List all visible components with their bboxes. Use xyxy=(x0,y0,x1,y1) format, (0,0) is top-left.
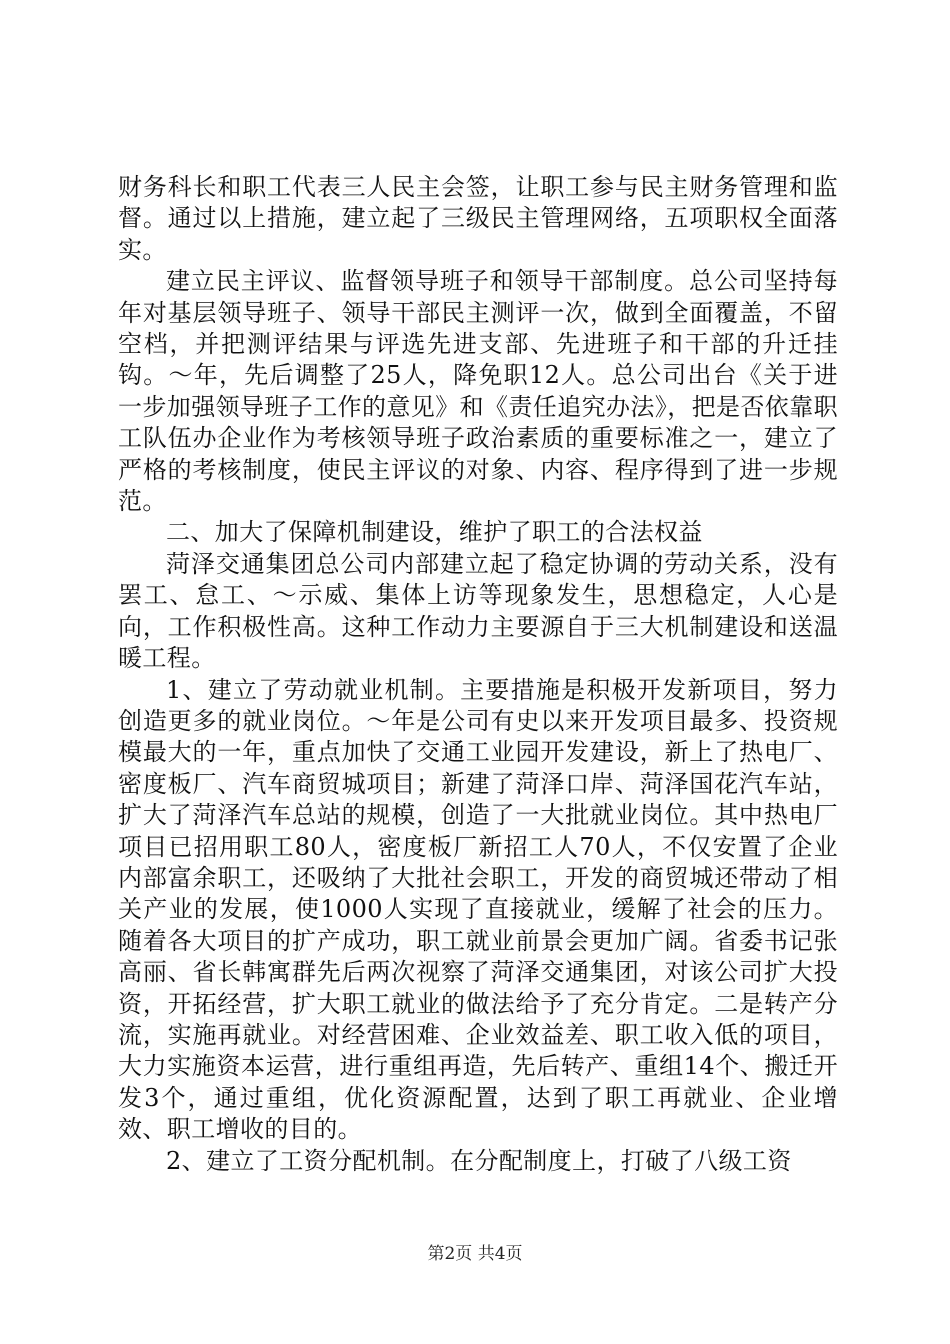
paragraph: 1、建立了劳动就业机制。主要措施是积极开发新项目，努力创造更多的就业岗位。～年是公司有史以来开发项目最多、投资规模最大的一年，重点加快了交通工业园开发建设，新上了热电厂、密度板厂、汽车商贸城项目；新建了菏泽口岸、菏泽国花汽车站，扩大了菏泽汽车总站的规模，创造了一大批就业岗位。其中热电厂项目已招用职工80人，密度板厂新招工人70人，不仅安置了企业内部富余职工，还吸纳了大批社会职工，开发的商贸城还带动了相关产业的发展，使1000人实现了直接就业，缓解了社会的压力。随着各大项目的扩产成功，职工就业前景会更加广阔。省委书记张高丽、省长韩寓群先后两次视察了菏泽交通集团，对该公司扩大投资，开拓经营，扩大职工就业的做法给予了充分肯定。二是转产分流，实施再就业。对经营困难、企业效益差、职工收入低的项目，大力实施资本运营，进行重组再造，先后转产、重组14个、搬迁开发3个，通过重组，优化资源配置，达到了职工再就业、企业增效、职工增收的目的。 xyxy=(118,675,838,1144)
paragraph: 财务科长和职工代表三人民主会签，让职工参与民主财务管理和监督。通过以上措施，建立起了三级民主管理网络，五项职权全面落实。 xyxy=(118,173,838,264)
page-number-footer: 第2页 共4页 xyxy=(427,1244,523,1264)
document-body xyxy=(118,172,838,1177)
paragraph: 建立民主评议、监督领导班子和领导干部制度。总公司坚持每年对基层领导班子、领导干部民主测评一次，做到全面覆盖，不留空档，并把测评结果与评选先进支部、先进班子和干部的升迁挂钩。～年，先后调整了25人，降免职12人。总公司出台《关于进一步加强领导班子工作的意见》和《责任追究办法》，把是否依靠职工队伍办企业作为考核领导班子政治素质的重要标准之一，建立了严格的考核制度，使民主评议的对象、内容、程序得到了进一步规范。 xyxy=(118,267,838,516)
section-heading: 二、加大了保障机制建设，维护了职工的合法权益 xyxy=(166,518,703,547)
paragraph: 2、建立了工资分配机制。在分配制度上，打破了八级工资 xyxy=(166,1146,792,1175)
paragraph: 菏泽交通集团总公司内部建立起了稳定协调的劳动关系，没有罢工、怠工、～示威、集体上访等现象发生，思想稳定，人心是向，工作积极性高。这种工作动力主要源自于三大机制建设和送温暖工程。 xyxy=(118,549,838,673)
